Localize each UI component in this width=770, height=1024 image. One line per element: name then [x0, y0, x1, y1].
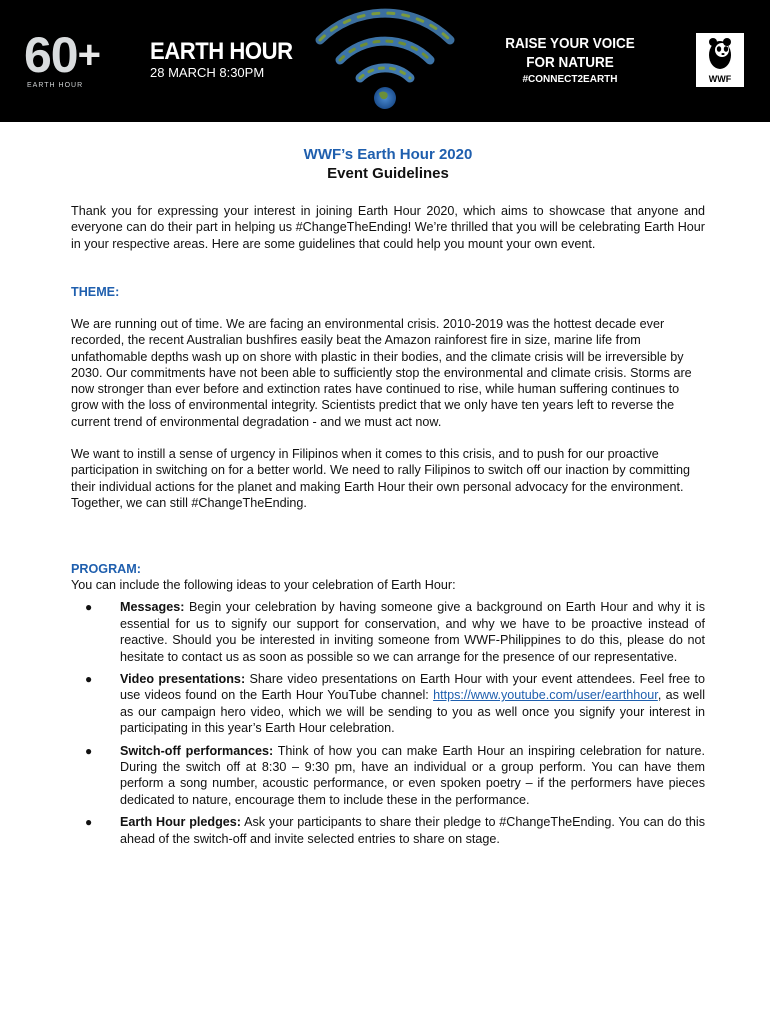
theme-paragraph-1: We are running out of time. We are facing an environmental crisis. 2010-2019 was the hottest decade ever recorded, the recent Australian bushfires easily beat the Amazon rainforest fire in size, marine life from unfathomable depths wash up on shore with plastic in their bodies, and the climate crisis will be irreversible by 2030. Our commitments have not been able to sufficiently stop the environmental and climate crisis. Storms are now stronger than ever before and extinction rates have continued to rise, while human suffering continues to grow with the loss of environmental integrity. Scientists predict that we only have ten years left to reverse the current trend of environmental degradation - and we must act now.: [71, 317, 692, 429]
bullet-icon: ●: [85, 815, 93, 830]
logo-number: 60: [24, 27, 78, 83]
bullet-icon: ●: [85, 600, 93, 615]
tagline-line-2: FOR NATURE: [526, 54, 614, 71]
list-item: [71, 671, 705, 737]
logo-plus: +: [77, 33, 100, 77]
item-label: Messages:: [120, 600, 185, 615]
item-text: Think of how you can make Earth Hour an inspiring celebration for nature. During the switch off at 8:30 – 9:30 pm, have an individual or a group perform. You can have them perform a song number, acoustic performance, or even spoken poetry – if the performers have pieces dedicated to nature, encourage them to include these in the performance.: [120, 743, 705, 807]
theme-section: [71, 284, 705, 511]
theme-heading: THEME:: [71, 285, 120, 299]
intro-paragraph: Thank you for expressing your interest in joining Earth Hour 2020, which aims to showcase that anyone and everyone can do their part in helping us #ChangeTheEnding! We’re thrilled that you will be celebrating Earth Hour in your respective areas. Here are some guidelines that could help you mount your own event.: [71, 204, 705, 251]
list-item: [71, 743, 705, 809]
tagline-line-1: RAISE YOUR VOICE: [505, 35, 635, 52]
program-heading: PROGRAM:: [71, 562, 141, 576]
document-title: WWF’s Earth Hour 2020: [303, 146, 473, 163]
item-label: Video presentations:: [120, 671, 246, 686]
wifi-globe-icon: [312, 0, 458, 122]
campaign-hashtag: #CONNECT2EARTH: [522, 74, 618, 85]
event-date: 28 MARCH 8:30PM: [150, 65, 265, 80]
bullet-icon: ●: [85, 743, 93, 758]
theme-paragraph-2: We want to instill a sense of urgency in Filipinos when it comes to this crisis, and to push for our proactive participation in switching on for a better world. We need to rally Filipinos to switch off our inaction by committing their individual actions for the planet and making Earth Hour their own personal advocacy for the environment. Together, we can still #ChangeTheEnding.: [71, 447, 691, 510]
item-text: Share video presentations on Earth Hour with your event attendees. Feel free to use videos found on the Earth Hour YouTube channel:: [120, 671, 705, 703]
header-banner: [0, 0, 770, 122]
earth-hour-60-logo: [24, 27, 100, 83]
item-label: Earth Hour pledges:: [120, 815, 241, 830]
document-subtitle: Event Guidelines: [327, 165, 449, 182]
bullet-icon: ●: [85, 671, 93, 686]
intro-section: [71, 203, 705, 252]
program-intro: You can include the following ideas to your celebration of Earth Hour:: [71, 578, 456, 592]
item-text: Ask your participants to share their pledge to #ChangeTheEnding. You can do this ahead of the switch-off and invite selected entries to share on stage.: [120, 815, 705, 846]
wwf-label: WWF: [708, 74, 732, 84]
youtube-channel-link[interactable]: https://www.youtube.com/user/earthhour: [433, 688, 658, 703]
item-text: Begin your celebration by having someone give a background on Earth Hour and why it is essential for us to signify our support for conservation, and why we have to be proactive instead of reactive. Should you be interested in inviting someone from WWF-Philippines to do this, please do not hesitate to contact us as soon as possible so we can arrange for the presence of our representative.: [120, 600, 705, 664]
document-title-block: [71, 146, 705, 182]
logo-subtitle: EARTH HOUR: [27, 82, 84, 89]
list-item: [71, 599, 705, 665]
panda-icon: [696, 35, 744, 75]
wwf-logo: [696, 33, 744, 87]
program-section: [71, 561, 705, 853]
event-title: EARTH HOUR: [150, 38, 293, 65]
list-item: [71, 814, 705, 847]
item-label: Switch-off performances:: [120, 743, 274, 758]
campaign-tagline: [485, 34, 655, 85]
program-list: [71, 599, 705, 847]
item-text-after: , as well as our campaign hero video, which we will be sending to you as well once you signify your interest in participating in this year’s Earth Hour celebration.: [120, 688, 705, 736]
